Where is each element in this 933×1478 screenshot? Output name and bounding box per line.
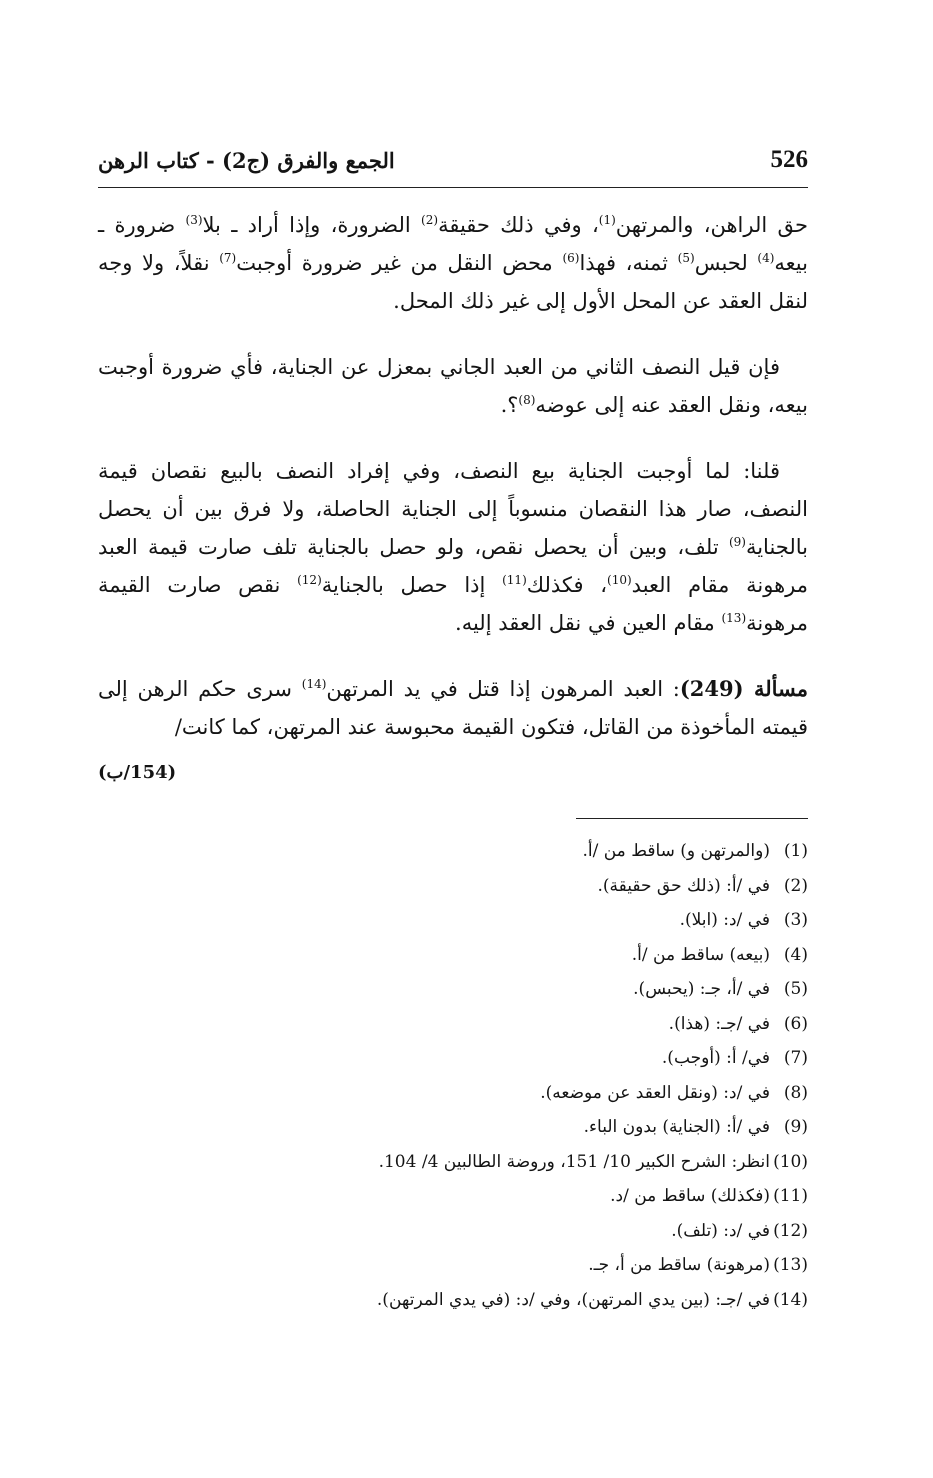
paragraph-4: مسألة (249): العبد المرهون إذا قتل في يد المرتهن$^{(14)}$ سرى حكم الرهن إلى قيمته المأخوذة من القاتل، فتكون القيمة محبوسة عند المرتهن، كما كانت/ (98, 676, 808, 739)
footnote-item (150, 1041, 808, 1076)
footnote-number: (1) (783, 841, 808, 861)
footnote-item (150, 903, 808, 938)
footnote-item (150, 938, 808, 973)
footnote-number: (6) (783, 1013, 808, 1034)
footnote-number: (8) (783, 1082, 808, 1103)
footnote-text: في /د: (تلف). (671, 1220, 770, 1241)
footnote-ref: (1) (598, 213, 616, 227)
footnote-ref: (7) (219, 251, 237, 265)
footnote-number: (2) (783, 875, 808, 896)
footnote-text: في/ أ: (أوجب). (661, 1048, 770, 1068)
footnote-item (150, 1145, 808, 1180)
footnote-text: (والمرتهن و) ساقط من /أ. (582, 841, 770, 861)
footnote-text: في /د: (ونقل العقد عن موضعه). (540, 1082, 770, 1103)
footnote-text: في /أ، جـ: (يحبس). (633, 979, 770, 999)
footnote-ref: (12) (297, 573, 322, 587)
footnote-item (150, 1179, 808, 1214)
footnote-text: (بيعه) ساقط من /أ. (631, 944, 770, 965)
footnote-item (150, 1007, 808, 1042)
footnote-text: في /جـ: (هذا). (668, 1013, 770, 1034)
footnote-number: (11) (773, 1186, 808, 1206)
footnote-item (150, 1110, 808, 1145)
footnote-ref: (8) (518, 393, 536, 407)
footnote-ref: (9) (728, 535, 746, 549)
paragraph-3: قلنا: لما أوجبت الجناية بيع النصف، وفي إفراد النصف بالبيع نقصان قيمة النصف، صار هذا النقصان منسوباً إلى الجناية الحاصلة، ولا فرق بين أن يحصل بالجناية$^{(9)}$ تلف، وبين أن يحصل نقص، ولو حصل بالجناية تلف صارت قيمة العبد مرهونة مقام العبد$^{(10)}$، فكذلك$^{(11)}$ إذا حصل بالجناية$^{(12)}$ نقص صارت القيمة مرهونة$^{(13)}$ مقام العين في نقل العقد إليه. (98, 459, 808, 635)
footnote-item (150, 972, 808, 1007)
footnote-ref: (4) (757, 251, 775, 265)
footnote-item (150, 869, 808, 904)
footnote-ref: (2) (421, 213, 439, 227)
footnote-ref: (3) (185, 213, 203, 227)
footnote-item (150, 1283, 808, 1318)
footnote-item (150, 1076, 808, 1111)
footnote-item (150, 1248, 808, 1283)
footnote-ref: (6) (562, 251, 580, 265)
footnote-text: في /أ: (ذلك حق حقيقة). (597, 875, 770, 896)
footnotes (150, 834, 808, 1317)
footnote-number: (14) (773, 1289, 808, 1310)
issue-label: مسألة (249) (679, 676, 808, 701)
footnote-text: (مرهونة) ساقط من أ، جـ. (588, 1255, 770, 1275)
footnote-number: (7) (783, 1048, 808, 1068)
running-title: الجمع والفرق (ج2) - كتاب الرهن (98, 148, 395, 173)
footnote-item (150, 834, 808, 869)
footnote-number: (3) (783, 910, 808, 930)
footnote-number: (12) (773, 1220, 808, 1241)
footnote-text: في /جـ: (بين يدي المرتهن)، وفي /د: (في يدي المرتهن). (376, 1289, 770, 1310)
footnote-rule (576, 818, 808, 819)
page-number: 526 (770, 146, 808, 173)
footnote-number: (5) (783, 979, 808, 999)
footnote-number: (9) (783, 1117, 808, 1137)
footnote-ref: (14) (301, 677, 327, 691)
footnote-number: (4) (783, 944, 808, 965)
footnote-ref: (11) (502, 573, 527, 587)
paragraph-2: فإن قيل النصف الثاني من العبد الجاني بمعزل عن الجناية، فأي ضرورة أوجبت بيعه، ونقل العقد عنه إلى عوضه$^{(8)}$؟. (98, 355, 808, 417)
footnote-ref: (10) (607, 573, 632, 587)
footnote-number: (13) (773, 1255, 808, 1275)
footnote-number: (10) (773, 1151, 808, 1172)
footnote-text: انظر: الشرح الكبير 10/ 151، وروضة الطالبين 4/ 104. (378, 1151, 770, 1172)
footnote-ref: (13) (721, 611, 747, 625)
header-rule (98, 187, 808, 188)
paragraph-1: حق الراهن، والمرتهن$^{(1)}$، وفي ذلك حقيقة$^{(2)}$ الضرورة، وإذا أراد ـ بلا$^{(3)}$ ضرورة ـ بيعه$^{(4)}$ لحبس$^{(5)}$ ثمنه، فهذا$^{(6)}$ محض النقل من غير ضرورة أوجبت$^{(7)}$ نقلاً، ولا وجه لنقل العقد عن المحل الأول إلى غير ذلك المحل. (98, 213, 808, 313)
footnote-text: في /أ: (الجناية) بدون الباء. (583, 1117, 770, 1137)
page-header (98, 146, 808, 182)
manuscript-folio-ref: (154/ب) (98, 762, 177, 783)
footnote-text: في /د: (ابلا). (679, 910, 770, 930)
footnote-ref: (5) (677, 251, 695, 265)
footnote-text: (فكذلك) ساقط من /د. (610, 1186, 770, 1206)
footnote-item (150, 1214, 808, 1249)
main-text (98, 206, 808, 774)
